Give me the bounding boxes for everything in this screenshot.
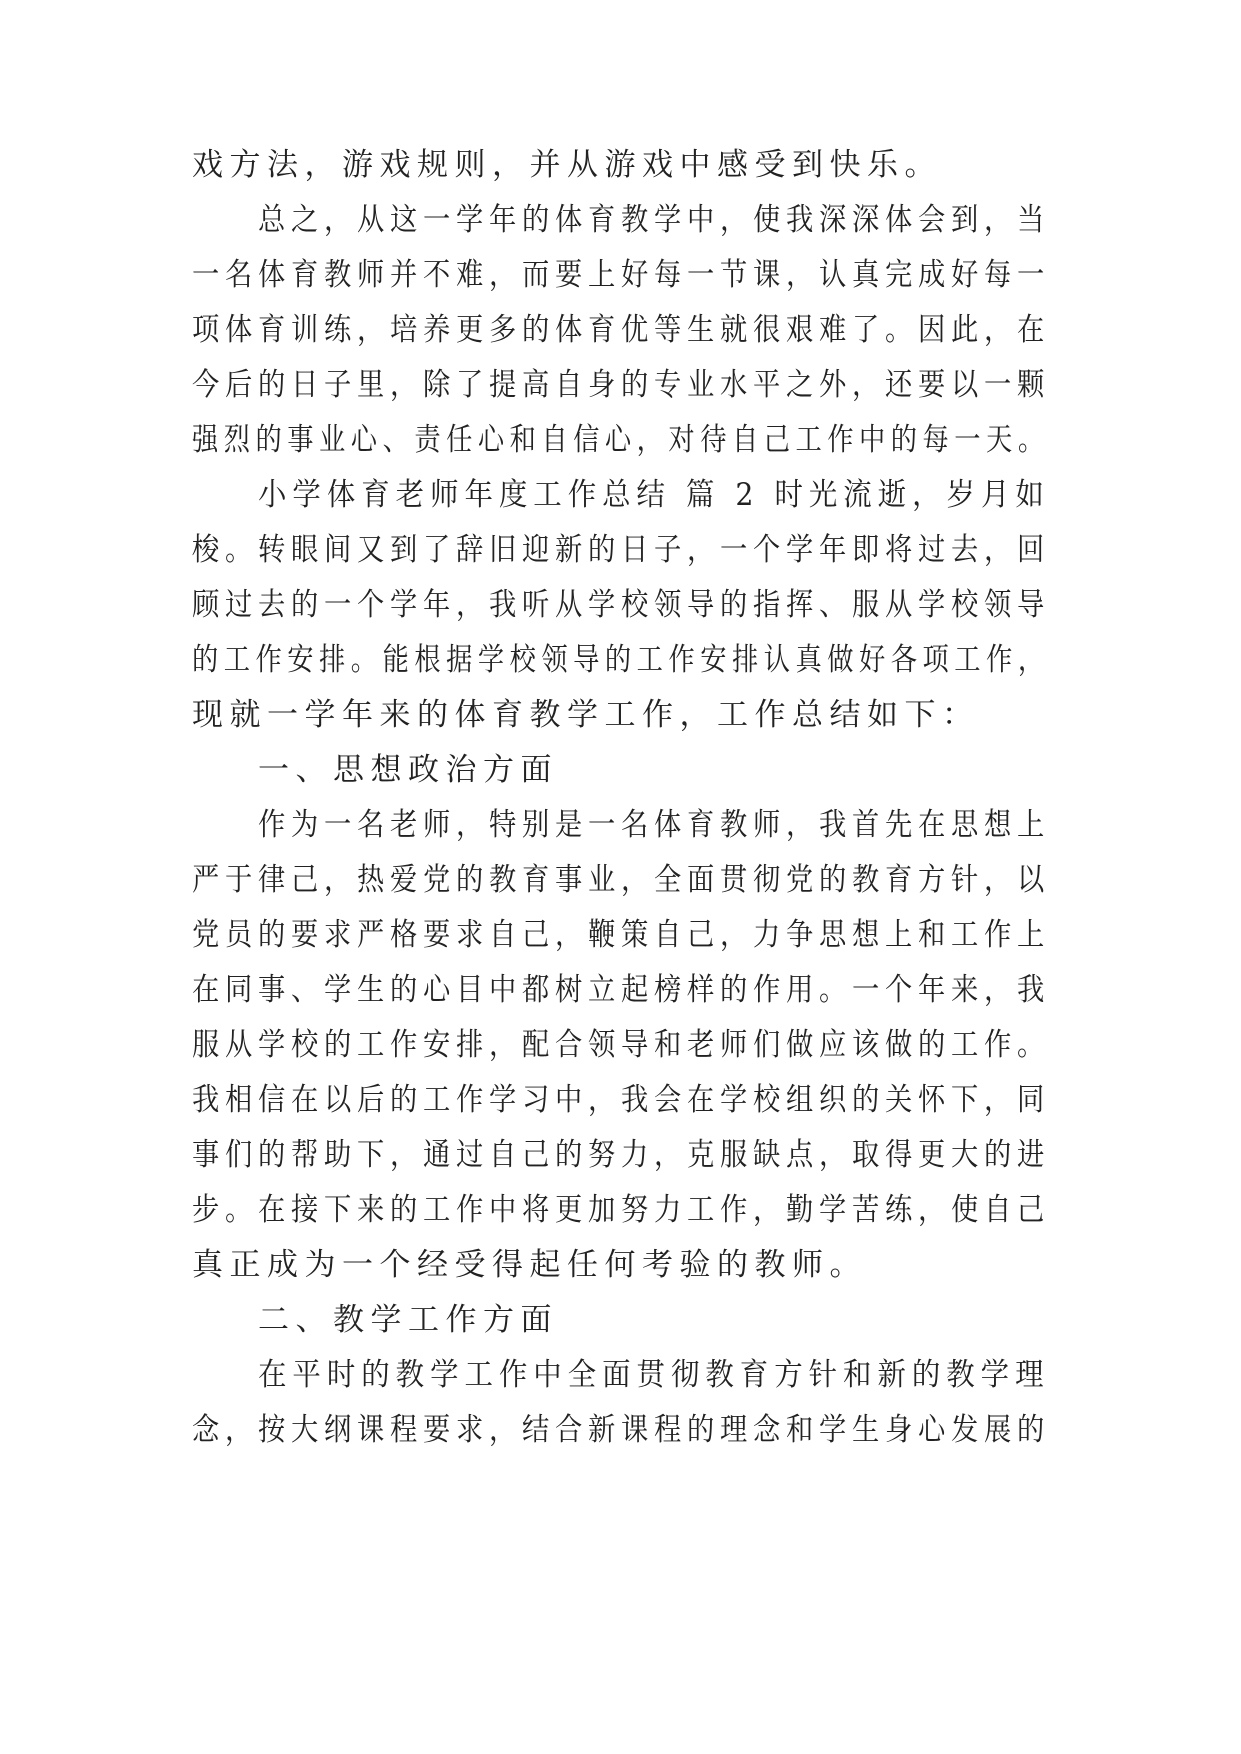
section-heading: 一、思想政治方面	[258, 752, 558, 788]
text-line: 的工作安排。能根据学校领导的工作安排认真做好各项工作，	[192, 642, 1050, 678]
text-line: 严于律己，热爱党的教育事业，全面贯彻党的教育方针，以	[192, 862, 1050, 898]
text-line: 强烈的事业心、责任心和自信心，对待自己工作中的每一天。	[192, 422, 1050, 458]
text-line: 总之，从这一学年的体育教学中，使我深深体会到，当	[258, 202, 1050, 238]
text-line: 今后的日子里，除了提高自身的专业水平之外，还要以一颗	[192, 367, 1050, 403]
text-line: 顾过去的一个学年，我听从学校领导的指挥、服从学校领导	[192, 587, 1050, 623]
text-line: 项体育训练，培养更多的体育优等生就很艰难了。因此，在	[192, 312, 1050, 348]
text-line: 作为一名老师，特别是一名体育教师，我首先在思想上	[258, 807, 1050, 843]
text-line: 服从学校的工作安排，配合领导和老师们做应该做的工作。	[192, 1027, 1050, 1063]
text-line: 真正成为一个经受得起任何考验的教师。	[192, 1247, 867, 1283]
section-heading: 二、教学工作方面	[258, 1302, 558, 1338]
text-line: 小学体育老师年度工作总结 篇 2 时光流逝，岁月如	[258, 477, 1050, 513]
text-line: 事们的帮助下，通过自己的努力，克服缺点，取得更大的进	[192, 1137, 1050, 1173]
text-line: 念，按大纲课程要求，结合新课程的理念和学生身心发展的	[192, 1412, 1050, 1448]
text-line: 步。在接下来的工作中将更加努力工作，勤学苦练，使自己	[192, 1192, 1050, 1228]
text-line: 党员的要求严格要求自己，鞭策自己，力争思想上和工作上	[192, 917, 1050, 953]
text-line: 一名体育教师并不难，而要上好每一节课，认真完成好每一	[192, 257, 1050, 293]
text-line: 在平时的教学工作中全面贯彻教育方针和新的教学理	[258, 1357, 1050, 1393]
text-line: 在同事、学生的心目中都树立起榜样的作用。一个年来，我	[192, 972, 1050, 1008]
text-line: 戏方法，游戏规则，并从游戏中感受到快乐。	[192, 147, 942, 183]
text-line: 现就一学年来的体育教学工作，工作总结如下：	[192, 697, 980, 733]
text-line: 梭。转眼间又到了辞旧迎新的日子，一个学年即将过去，回	[192, 532, 1050, 568]
text-line: 我相信在以后的工作学习中，我会在学校组织的关怀下，同	[192, 1082, 1050, 1118]
